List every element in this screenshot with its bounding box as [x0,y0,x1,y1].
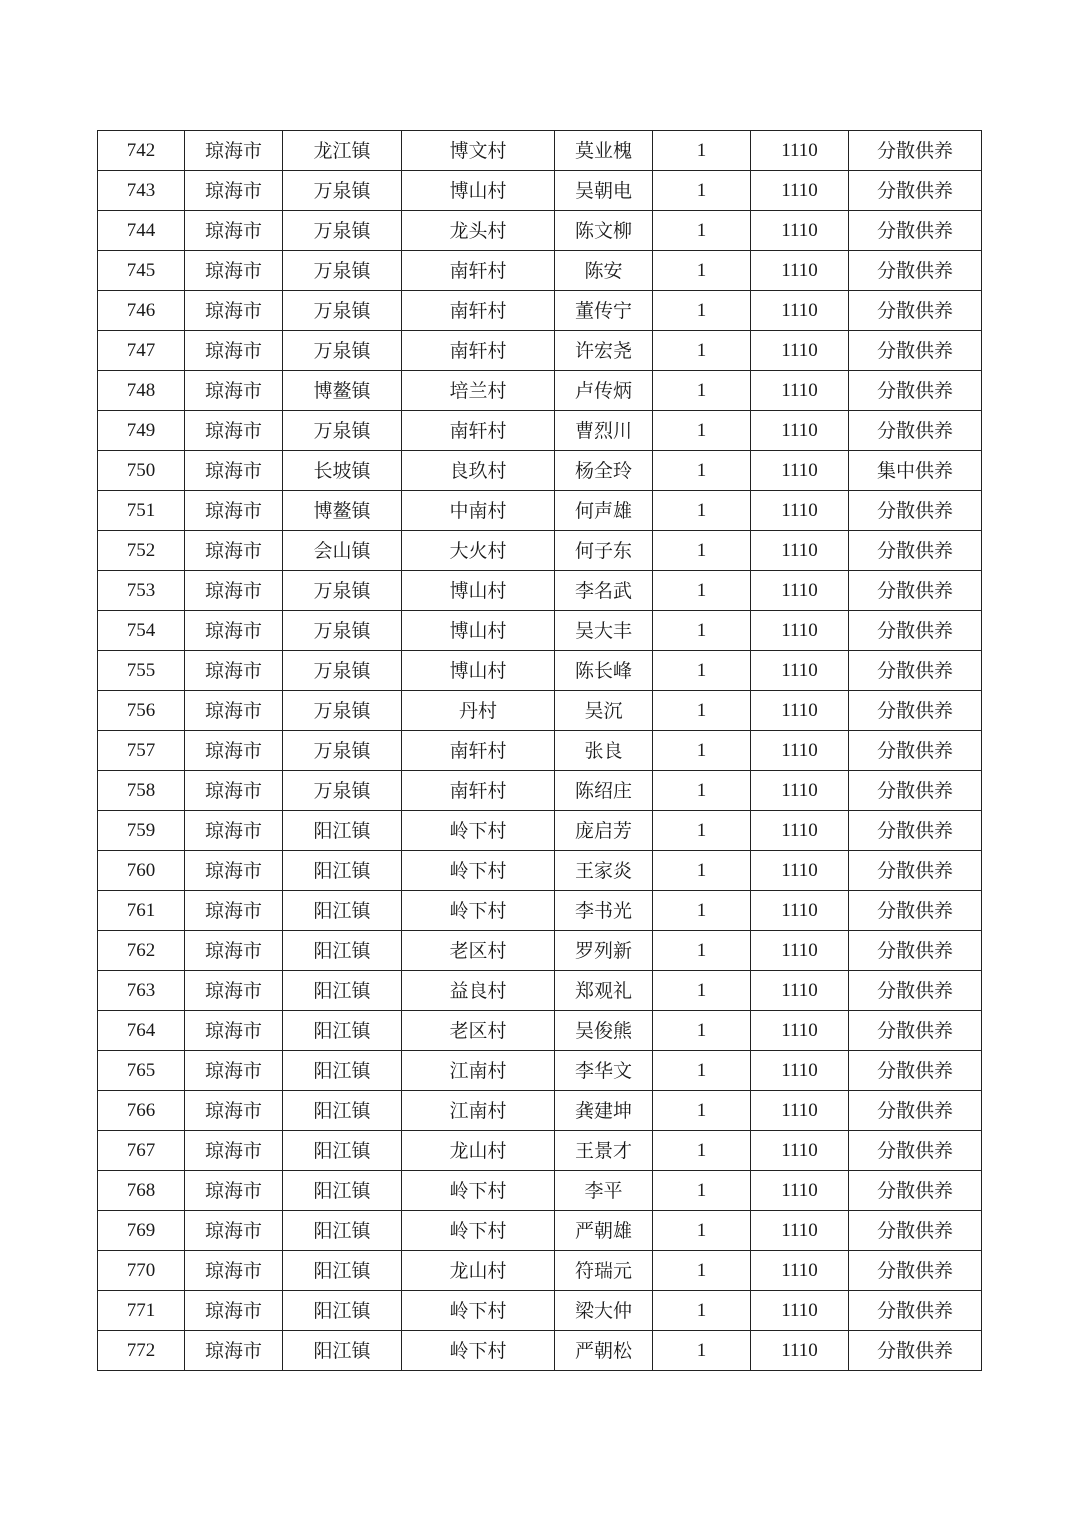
person-name-cell: 曹烈川 [555,411,653,451]
city-cell: 琼海市 [185,1091,283,1131]
serial-number-cell: 771 [98,1291,185,1331]
city-cell: 琼海市 [185,1251,283,1291]
village-cell: 江南村 [402,1091,555,1131]
serial-number-cell: 752 [98,531,185,571]
town-cell: 万泉镇 [283,171,402,211]
village-cell: 岭下村 [402,1211,555,1251]
town-cell: 博鳌镇 [283,371,402,411]
town-cell: 阳江镇 [283,1211,402,1251]
city-cell: 琼海市 [185,531,283,571]
household-size-cell: 1 [653,531,751,571]
serial-number-cell: 742 [98,131,185,171]
village-cell: 博山村 [402,171,555,211]
amount-cell: 1110 [751,611,849,651]
city-cell: 琼海市 [185,611,283,651]
table-row [98,211,982,251]
amount-cell: 1110 [751,411,849,451]
city-cell: 琼海市 [185,1291,283,1331]
support-type-cell: 分散供养 [849,691,982,731]
table-row [98,1011,982,1051]
person-name-cell: 吴俊熊 [555,1011,653,1051]
serial-number-cell: 744 [98,211,185,251]
town-cell: 万泉镇 [283,611,402,651]
amount-cell: 1110 [751,1131,849,1171]
person-name-cell: 吴大丰 [555,611,653,651]
person-name-cell: 杨全玲 [555,451,653,491]
town-cell: 万泉镇 [283,211,402,251]
table-row [98,1091,982,1131]
person-name-cell: 王景才 [555,1131,653,1171]
person-name-cell: 董传宁 [555,291,653,331]
table-row [98,611,982,651]
person-name-cell: 李书光 [555,891,653,931]
village-cell: 岭下村 [402,1171,555,1211]
support-type-cell: 分散供养 [849,331,982,371]
village-cell: 江南村 [402,1051,555,1091]
table-row [98,571,982,611]
serial-number-cell: 766 [98,1091,185,1131]
amount-cell: 1110 [751,891,849,931]
city-cell: 琼海市 [185,1211,283,1251]
table-row [98,1171,982,1211]
support-type-cell: 分散供养 [849,531,982,571]
town-cell: 长坡镇 [283,451,402,491]
person-name-cell: 陈绍庄 [555,771,653,811]
household-size-cell: 1 [653,971,751,1011]
person-name-cell: 王家炎 [555,851,653,891]
serial-number-cell: 772 [98,1331,185,1371]
city-cell: 琼海市 [185,651,283,691]
town-cell: 万泉镇 [283,731,402,771]
village-cell: 博山村 [402,571,555,611]
amount-cell: 1110 [751,291,849,331]
town-cell: 万泉镇 [283,771,402,811]
serial-number-cell: 769 [98,1211,185,1251]
town-cell: 阳江镇 [283,851,402,891]
table-row [98,531,982,571]
support-type-cell: 集中供养 [849,451,982,491]
serial-number-cell: 754 [98,611,185,651]
table-row [98,1331,982,1371]
household-size-cell: 1 [653,651,751,691]
city-cell: 琼海市 [185,931,283,971]
amount-cell: 1110 [751,691,849,731]
serial-number-cell: 746 [98,291,185,331]
table-row [98,1051,982,1091]
beneficiary-table [97,130,982,1371]
table-row [98,491,982,531]
city-cell: 琼海市 [185,131,283,171]
household-size-cell: 1 [653,211,751,251]
table-row [98,1211,982,1251]
support-type-cell: 分散供养 [849,611,982,651]
amount-cell: 1110 [751,771,849,811]
city-cell: 琼海市 [185,811,283,851]
serial-number-cell: 759 [98,811,185,851]
support-type-cell: 分散供养 [849,971,982,1011]
household-size-cell: 1 [653,1131,751,1171]
person-name-cell: 李华文 [555,1051,653,1091]
village-cell: 培兰村 [402,371,555,411]
city-cell: 琼海市 [185,891,283,931]
table-row [98,971,982,1011]
village-cell: 大火村 [402,531,555,571]
table-row [98,851,982,891]
town-cell: 阳江镇 [283,891,402,931]
table-row [98,771,982,811]
village-cell: 南轩村 [402,291,555,331]
serial-number-cell: 745 [98,251,185,291]
support-type-cell: 分散供养 [849,771,982,811]
household-size-cell: 1 [653,1251,751,1291]
support-type-cell: 分散供养 [849,1011,982,1051]
amount-cell: 1110 [751,131,849,171]
serial-number-cell: 743 [98,171,185,211]
amount-cell: 1110 [751,1091,849,1131]
town-cell: 会山镇 [283,531,402,571]
household-size-cell: 1 [653,571,751,611]
serial-number-cell: 764 [98,1011,185,1051]
household-size-cell: 1 [653,771,751,811]
amount-cell: 1110 [751,1051,849,1091]
household-size-cell: 1 [653,411,751,451]
serial-number-cell: 767 [98,1131,185,1171]
household-size-cell: 1 [653,1211,751,1251]
table-row [98,451,982,491]
town-cell: 阳江镇 [283,1331,402,1371]
household-size-cell: 1 [653,1051,751,1091]
serial-number-cell: 762 [98,931,185,971]
city-cell: 琼海市 [185,691,283,731]
village-cell: 岭下村 [402,891,555,931]
city-cell: 琼海市 [185,971,283,1011]
household-size-cell: 1 [653,171,751,211]
serial-number-cell: 749 [98,411,185,451]
village-cell: 南轩村 [402,251,555,291]
table-row [98,811,982,851]
household-size-cell: 1 [653,331,751,371]
table-row [98,1251,982,1291]
support-type-cell: 分散供养 [849,411,982,451]
support-type-cell: 分散供养 [849,131,982,171]
amount-cell: 1110 [751,531,849,571]
household-size-cell: 1 [653,491,751,531]
city-cell: 琼海市 [185,851,283,891]
serial-number-cell: 760 [98,851,185,891]
serial-number-cell: 757 [98,731,185,771]
support-type-cell: 分散供养 [849,651,982,691]
household-size-cell: 1 [653,451,751,491]
amount-cell: 1110 [751,171,849,211]
table-row [98,691,982,731]
village-cell: 丹村 [402,691,555,731]
town-cell: 阳江镇 [283,811,402,851]
support-type-cell: 分散供养 [849,1051,982,1091]
support-type-cell: 分散供养 [849,811,982,851]
household-size-cell: 1 [653,731,751,771]
person-name-cell: 严朝雄 [555,1211,653,1251]
support-type-cell: 分散供养 [849,1211,982,1251]
support-type-cell: 分散供养 [849,891,982,931]
support-type-cell: 分散供养 [849,211,982,251]
village-cell: 龙山村 [402,1251,555,1291]
support-type-cell: 分散供养 [849,1251,982,1291]
village-cell: 南轩村 [402,411,555,451]
household-size-cell: 1 [653,931,751,971]
person-name-cell: 许宏尧 [555,331,653,371]
village-cell: 中南村 [402,491,555,531]
town-cell: 博鳌镇 [283,491,402,531]
village-cell: 博文村 [402,131,555,171]
amount-cell: 1110 [751,811,849,851]
amount-cell: 1110 [751,931,849,971]
person-name-cell: 庞启芳 [555,811,653,851]
table-row [98,931,982,971]
support-type-cell: 分散供养 [849,1171,982,1211]
village-cell: 老区村 [402,931,555,971]
town-cell: 阳江镇 [283,1251,402,1291]
support-type-cell: 分散供养 [849,571,982,611]
city-cell: 琼海市 [185,291,283,331]
table-row [98,291,982,331]
table-row [98,411,982,451]
table-row [98,891,982,931]
serial-number-cell: 756 [98,691,185,731]
village-cell: 龙山村 [402,1131,555,1171]
amount-cell: 1110 [751,651,849,691]
town-cell: 万泉镇 [283,651,402,691]
household-size-cell: 1 [653,1171,751,1211]
person-name-cell: 吴朝电 [555,171,653,211]
household-size-cell: 1 [653,1091,751,1131]
person-name-cell: 严朝松 [555,1331,653,1371]
person-name-cell: 何子东 [555,531,653,571]
village-cell: 博山村 [402,611,555,651]
support-type-cell: 分散供养 [849,1291,982,1331]
city-cell: 琼海市 [185,1051,283,1091]
table-row [98,251,982,291]
person-name-cell: 符瑞元 [555,1251,653,1291]
amount-cell: 1110 [751,1331,849,1371]
village-cell: 岭下村 [402,851,555,891]
village-cell: 南轩村 [402,731,555,771]
town-cell: 阳江镇 [283,1171,402,1211]
village-cell: 益良村 [402,971,555,1011]
village-cell: 南轩村 [402,331,555,371]
town-cell: 阳江镇 [283,1291,402,1331]
serial-number-cell: 753 [98,571,185,611]
serial-number-cell: 747 [98,331,185,371]
town-cell: 万泉镇 [283,411,402,451]
household-size-cell: 1 [653,131,751,171]
amount-cell: 1110 [751,1211,849,1251]
serial-number-cell: 748 [98,371,185,411]
support-type-cell: 分散供养 [849,491,982,531]
table-row [98,131,982,171]
household-size-cell: 1 [653,851,751,891]
table-row [98,1291,982,1331]
household-size-cell: 1 [653,1291,751,1331]
support-type-cell: 分散供养 [849,731,982,771]
city-cell: 琼海市 [185,571,283,611]
support-type-cell: 分散供养 [849,851,982,891]
person-name-cell: 陈安 [555,251,653,291]
amount-cell: 1110 [751,331,849,371]
town-cell: 阳江镇 [283,1131,402,1171]
table-row [98,731,982,771]
city-cell: 琼海市 [185,211,283,251]
person-name-cell: 何声雄 [555,491,653,531]
village-cell: 岭下村 [402,811,555,851]
town-cell: 阳江镇 [283,931,402,971]
household-size-cell: 1 [653,291,751,331]
support-type-cell: 分散供养 [849,171,982,211]
support-type-cell: 分散供养 [849,1331,982,1371]
amount-cell: 1110 [751,371,849,411]
amount-cell: 1110 [751,1291,849,1331]
serial-number-cell: 750 [98,451,185,491]
person-name-cell: 陈长峰 [555,651,653,691]
city-cell: 琼海市 [185,411,283,451]
amount-cell: 1110 [751,451,849,491]
person-name-cell: 莫业槐 [555,131,653,171]
person-name-cell: 龚建坤 [555,1091,653,1131]
amount-cell: 1110 [751,491,849,531]
amount-cell: 1110 [751,251,849,291]
city-cell: 琼海市 [185,731,283,771]
village-cell: 南轩村 [402,771,555,811]
city-cell: 琼海市 [185,371,283,411]
support-type-cell: 分散供养 [849,371,982,411]
city-cell: 琼海市 [185,251,283,291]
village-cell: 老区村 [402,1011,555,1051]
town-cell: 万泉镇 [283,331,402,371]
amount-cell: 1110 [751,211,849,251]
household-size-cell: 1 [653,1331,751,1371]
serial-number-cell: 758 [98,771,185,811]
amount-cell: 1110 [751,731,849,771]
person-name-cell: 罗列新 [555,931,653,971]
person-name-cell: 陈文柳 [555,211,653,251]
support-type-cell: 分散供养 [849,251,982,291]
person-name-cell: 李平 [555,1171,653,1211]
amount-cell: 1110 [751,1011,849,1051]
person-name-cell: 梁大仲 [555,1291,653,1331]
support-type-cell: 分散供养 [849,1131,982,1171]
table-row [98,371,982,411]
amount-cell: 1110 [751,971,849,1011]
table-body [98,131,982,1371]
household-size-cell: 1 [653,811,751,851]
city-cell: 琼海市 [185,331,283,371]
household-size-cell: 1 [653,611,751,651]
village-cell: 岭下村 [402,1291,555,1331]
serial-number-cell: 755 [98,651,185,691]
household-size-cell: 1 [653,371,751,411]
town-cell: 阳江镇 [283,1091,402,1131]
person-name-cell: 李名武 [555,571,653,611]
city-cell: 琼海市 [185,1331,283,1371]
serial-number-cell: 761 [98,891,185,931]
town-cell: 阳江镇 [283,971,402,1011]
village-cell: 博山村 [402,651,555,691]
table-row [98,171,982,211]
town-cell: 万泉镇 [283,571,402,611]
town-cell: 阳江镇 [283,1051,402,1091]
town-cell: 龙江镇 [283,131,402,171]
table-row [98,331,982,371]
serial-number-cell: 765 [98,1051,185,1091]
city-cell: 琼海市 [185,771,283,811]
person-name-cell: 吴沉 [555,691,653,731]
amount-cell: 1110 [751,1171,849,1211]
household-size-cell: 1 [653,1011,751,1051]
support-type-cell: 分散供养 [849,291,982,331]
household-size-cell: 1 [653,691,751,731]
city-cell: 琼海市 [185,1171,283,1211]
amount-cell: 1110 [751,851,849,891]
serial-number-cell: 763 [98,971,185,1011]
town-cell: 万泉镇 [283,251,402,291]
village-cell: 良玖村 [402,451,555,491]
city-cell: 琼海市 [185,171,283,211]
support-type-cell: 分散供养 [849,1091,982,1131]
household-size-cell: 1 [653,891,751,931]
table-row [98,1131,982,1171]
city-cell: 琼海市 [185,1011,283,1051]
person-name-cell: 卢传炳 [555,371,653,411]
serial-number-cell: 751 [98,491,185,531]
support-type-cell: 分散供养 [849,931,982,971]
city-cell: 琼海市 [185,491,283,531]
amount-cell: 1110 [751,1251,849,1291]
person-name-cell: 郑观礼 [555,971,653,1011]
village-cell: 龙头村 [402,211,555,251]
village-cell: 岭下村 [402,1331,555,1371]
city-cell: 琼海市 [185,451,283,491]
town-cell: 万泉镇 [283,691,402,731]
person-name-cell: 张良 [555,731,653,771]
household-size-cell: 1 [653,251,751,291]
serial-number-cell: 770 [98,1251,185,1291]
table-row [98,651,982,691]
serial-number-cell: 768 [98,1171,185,1211]
town-cell: 万泉镇 [283,291,402,331]
amount-cell: 1110 [751,571,849,611]
city-cell: 琼海市 [185,1131,283,1171]
town-cell: 阳江镇 [283,1011,402,1051]
